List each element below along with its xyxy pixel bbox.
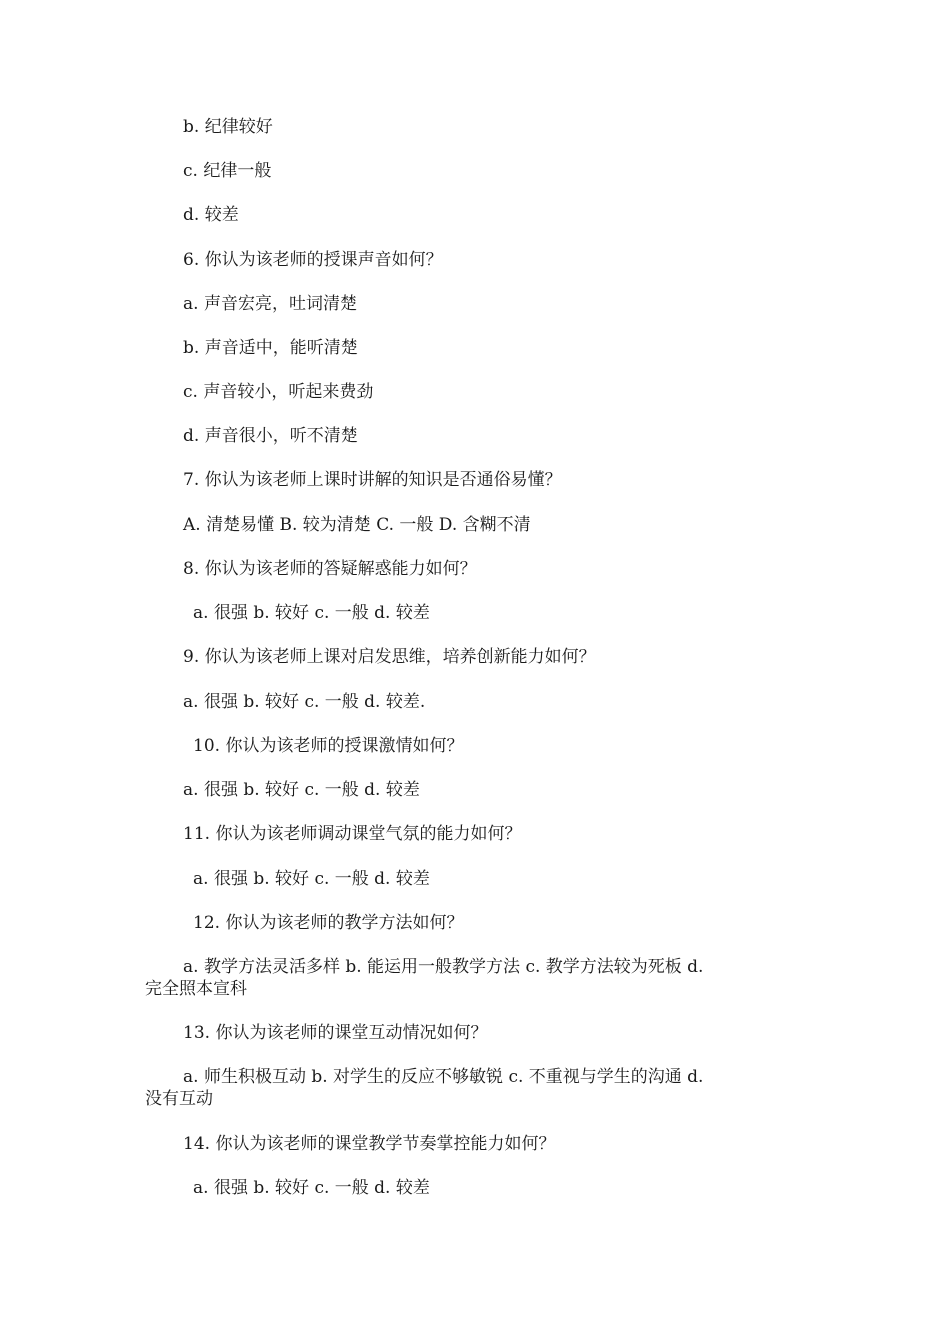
options-12-continued: 完全照本宣科	[145, 979, 247, 999]
options-10: a. 很强 b. 较好 c. 一般 d. 较差	[183, 780, 420, 800]
question-6: 6. 你认为该老师的授课声音如何？	[183, 250, 443, 270]
options-7: A. 清楚易懂 B. 较为清楚 C. 一般 D. 含糊不清	[183, 515, 531, 535]
option-5d: d. 较差	[183, 205, 239, 225]
question-8: 8. 你认为该老师的答疑解惑能力如何？	[183, 559, 477, 579]
option-6d: d. 声音很小，听不清楚	[183, 426, 358, 446]
question-9: 9. 你认为该老师上课对启发思维，培养创新能力如何？	[183, 647, 596, 667]
option-6b: b. 声音适中，能听清楚	[183, 338, 358, 358]
question-10: 10. 你认为该老师的授课激情如何？	[193, 736, 464, 756]
question-13: 13. 你认为该老师的课堂互动情况如何？	[183, 1023, 488, 1043]
question-12: 12. 你认为该老师的教学方法如何？	[193, 913, 464, 933]
options-12: a. 教学方法灵活多样 b. 能运用一般教学方法 c. 教学方法较为死板 d.	[183, 957, 704, 977]
options-14: a. 很强 b. 较好 c. 一般 d. 较差	[193, 1178, 430, 1198]
option-6c: c. 声音较小，听起来费劲	[183, 382, 374, 402]
question-14: 14. 你认为该老师的课堂教学节奏掌控能力如何？	[183, 1134, 556, 1154]
question-7: 7. 你认为该老师上课时讲解的知识是否通俗易懂？	[183, 470, 562, 490]
option-5c: c. 纪律一般	[183, 161, 272, 181]
question-11: 11. 你认为该老师调动课堂气氛的能力如何？	[183, 824, 522, 844]
options-13-continued: 没有互动	[145, 1089, 213, 1109]
options-8: a. 很强 b. 较好 c. 一般 d. 较差	[193, 603, 430, 623]
option-6a: a. 声音宏亮，吐词清楚	[183, 294, 357, 314]
options-13: a. 师生积极互动 b. 对学生的反应不够敏锐 c. 不重视与学生的沟通 d.	[183, 1067, 704, 1087]
options-11: a. 很强 b. 较好 c. 一般 d. 较差	[193, 869, 430, 889]
options-9: a. 很强 b. 较好 c. 一般 d. 较差.	[183, 692, 426, 712]
option-5b: b. 纪律较好	[183, 117, 273, 137]
